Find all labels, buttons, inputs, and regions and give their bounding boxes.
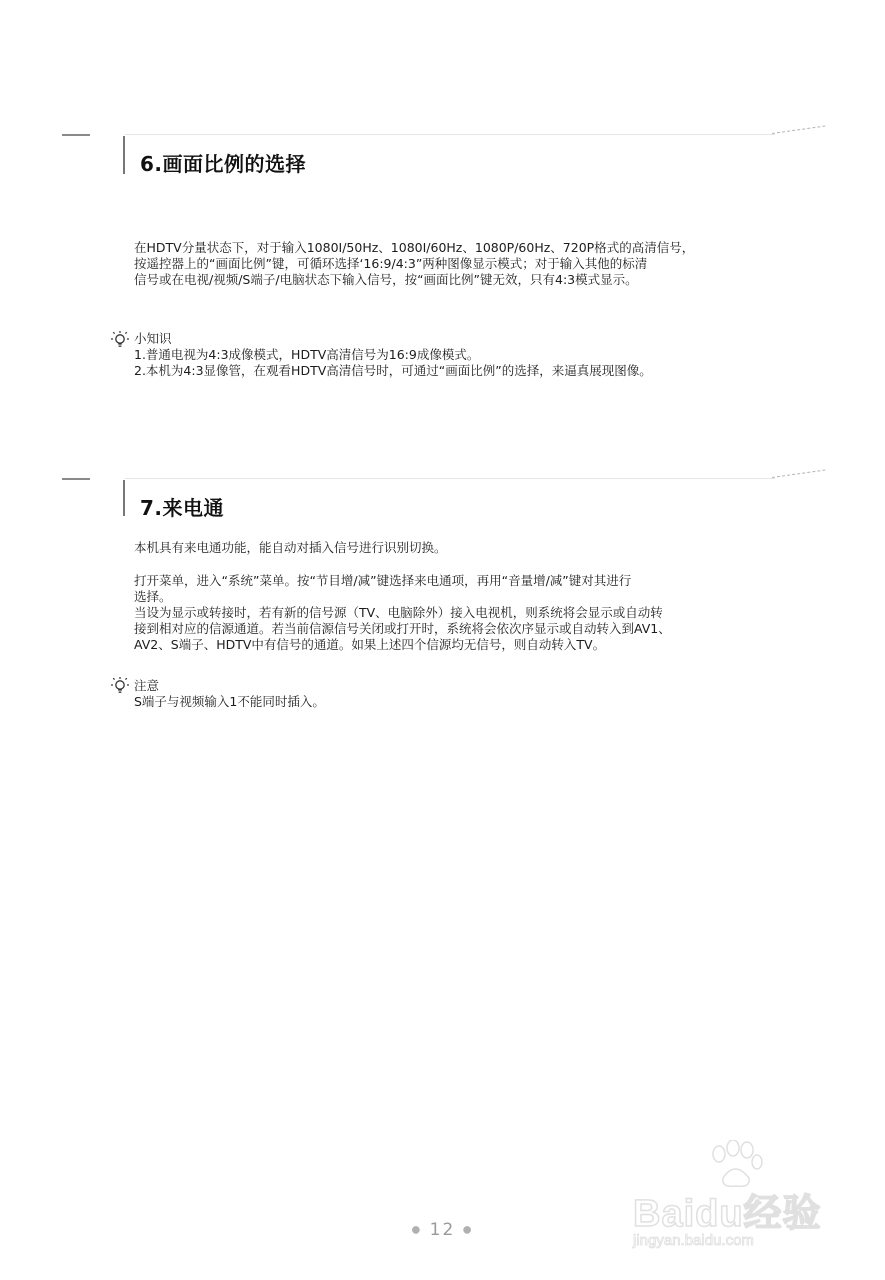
note-block [134, 678, 806, 710]
body-line: 当设为显示或转接时，若有新的信号源（TV、电脑除外）接入电视机，则系统将会显示或自动转 [134, 605, 663, 620]
title-bar [123, 136, 125, 174]
baidu-watermark [625, 1140, 845, 1270]
note-line: S端子与视频输入1不能同时插入。 [134, 694, 325, 709]
body-line: 按遥控器上的“画面比例”键，可循环选择‘16:9/4:3”两种图像显示模式；对于输入其他的标清 [134, 256, 648, 271]
section-7-intro [134, 540, 806, 556]
section-divider [125, 478, 775, 479]
tip-line: 1.普通电视为4:3成像模式，HDTV高清信号为16:9成像模式。 [134, 347, 480, 362]
section-6-title: 6.画面比例的选择 [140, 152, 307, 176]
body-line: 接到相对应的信源通道。若当前信源信号关闭或打开时，系统将会依次序显示或自动转入到AV1、 [134, 621, 671, 636]
body-line: 本机具有来电通功能，能自动对插入信号进行识别切换。 [134, 540, 447, 555]
lightbulb-icon [110, 676, 130, 696]
divider-dash [772, 469, 826, 478]
body-line: 在HDTV分量状态下，对于输入1080I/50Hz、1080I/60Hz、1080P/60Hz、720P格式的高清信号， [134, 240, 695, 255]
section-7-title: 7.来电通 [140, 496, 225, 520]
section-marker [62, 134, 90, 136]
section-7-body [134, 573, 806, 653]
section-marker [62, 478, 90, 480]
lightbulb-icon [110, 330, 130, 350]
watermark-url: jingyan.baidu.com [633, 1232, 754, 1249]
bullet-dot: ● [411, 1224, 423, 1236]
body-line: AV2、S端子、HDTV中有信号的通道。如果上述四个信源均无信号，则自动转入TV。 [134, 637, 606, 652]
body-line: 选择。 [134, 589, 172, 604]
watermark-brand: Baidu经验 [633, 1193, 822, 1235]
title-bar [123, 480, 125, 516]
tip-heading: 小知识 [134, 331, 172, 346]
bullet-dot: ● [462, 1224, 474, 1236]
tip-block [134, 331, 806, 379]
section-divider [125, 134, 775, 135]
tip-line: 2.本机为4:3显像管，在观看HDTV高清信号时，可通过“画面比例”的选择，来逼真展现图像。 [134, 363, 652, 378]
divider-dash [772, 125, 826, 134]
section-6-body [134, 240, 806, 288]
note-heading: 注意 [134, 678, 160, 693]
body-line: 信号或在电视/视频/S端子/电脑状态下输入信号，按“画面比例”键无效，只有4:3模式显示。 [134, 272, 638, 287]
page-number-value: 12 [429, 1220, 456, 1240]
page-number [0, 1220, 885, 1240]
body-line: 打开菜单，进入“系统”菜单。按“节目增/减”键选择来电通项，再用“音量增/减”键对其进行 [134, 573, 632, 588]
